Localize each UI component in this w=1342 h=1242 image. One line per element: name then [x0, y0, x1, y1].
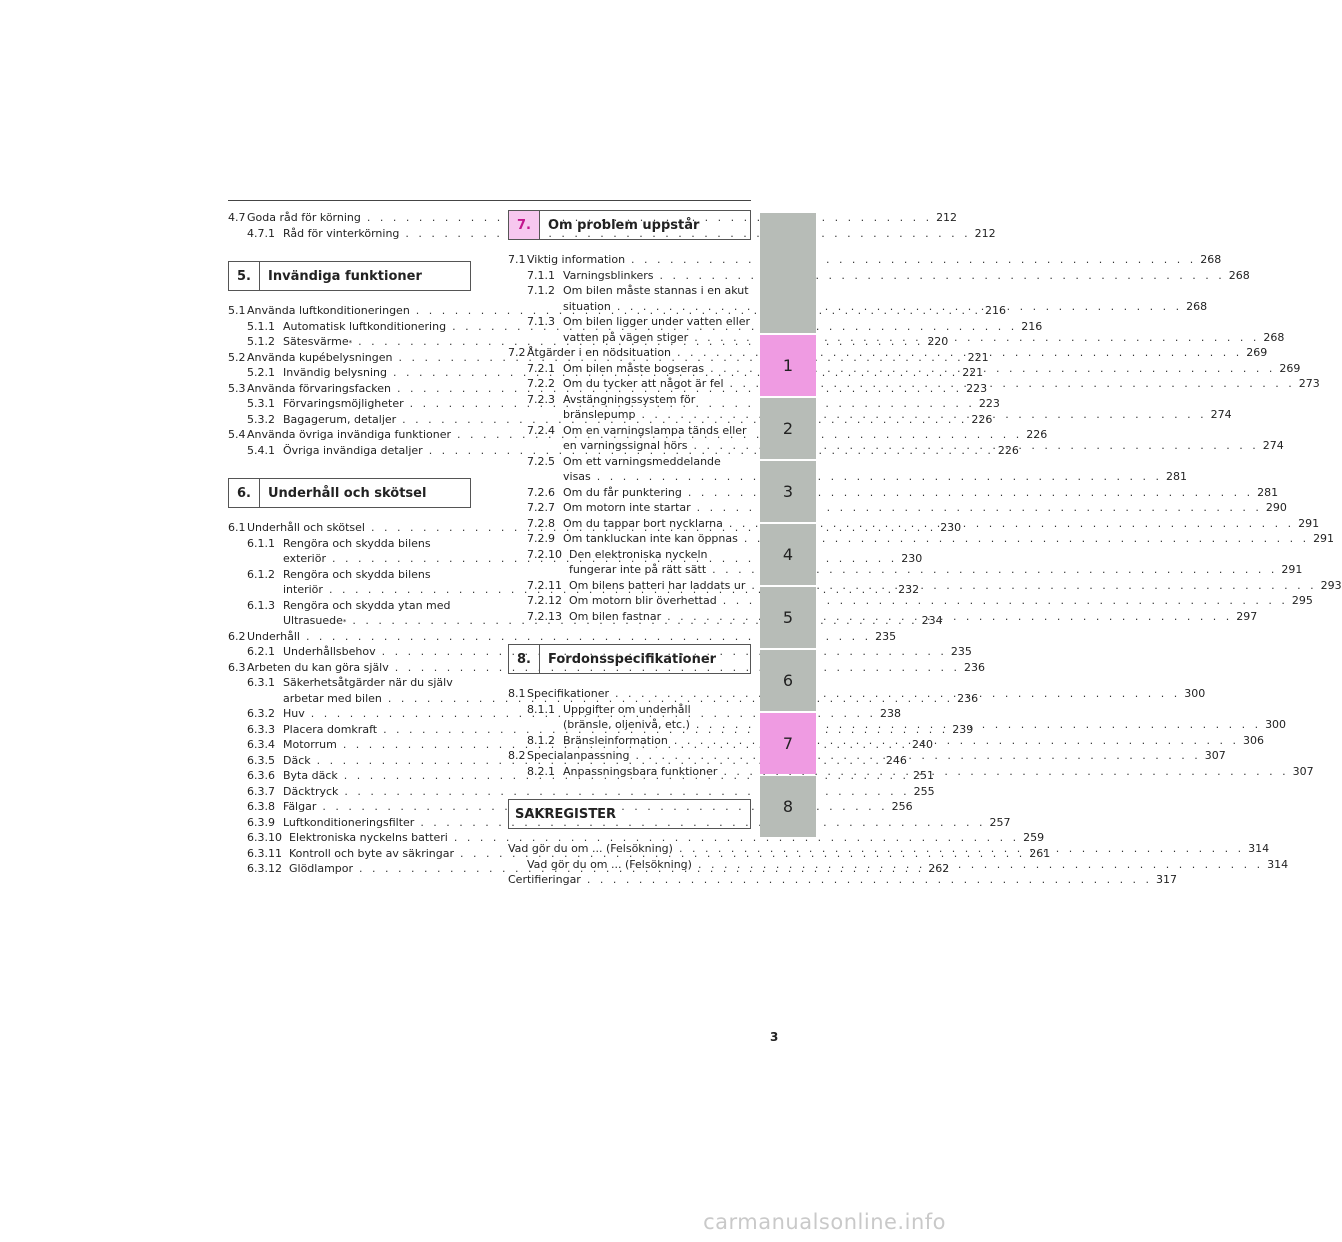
dot-leader: [625, 252, 1196, 268]
toc-entry-number: 7.1.2: [527, 284, 555, 297]
toc-entry-page: 240: [912, 738, 934, 751]
toc-entry[interactable]: [508, 531, 1335, 547]
toc-entry-number: 7.2.12: [527, 594, 562, 607]
dot-leader: [661, 609, 1232, 625]
toc-entry-number: 6.3: [228, 660, 246, 674]
toc-entry-number: 5.1: [228, 304, 246, 317]
toc-entry-text: Specifikationer: [527, 687, 610, 700]
toc-entry-text: Den elektroniska nyckeln: [569, 547, 708, 561]
toc-entry-number: 5.2: [228, 350, 246, 364]
toc-entry[interactable]: 5.1.2 Sätesvärme * . . . 220: [228, 334, 471, 350]
toc-entry-text: Huv: [283, 707, 305, 720]
chapter-tab[interactable]: 4: [760, 524, 816, 585]
toc-entry-page: 236: [963, 660, 985, 674]
toc-entry-page: 317: [1156, 873, 1178, 886]
toc-entry-page: 291: [1313, 532, 1335, 545]
toc-entry-number: 8.1: [508, 687, 526, 700]
toc-entry-text: Däck: [283, 753, 311, 767]
toc-entry-number: 6.3.9: [247, 815, 275, 829]
toc-entry-page: 221: [967, 350, 989, 364]
watermark: carmanualsonline.info: [703, 1210, 946, 1234]
section-header: [228, 261, 471, 291]
toc-entry-page: 314: [1248, 842, 1270, 855]
toc-entry-text: Använda förvaringsfacken: [247, 381, 391, 395]
toc-entry-page: 216: [1021, 319, 1043, 333]
toc-entry-number: 6.3.6: [247, 769, 275, 782]
toc-entry-page: 246: [885, 753, 907, 767]
toc-entry-text: vatten på vägen stiger: [563, 330, 689, 344]
toc-entry-page: 293: [1320, 578, 1342, 592]
toc-entry-number: 8.1.2: [527, 733, 555, 747]
toc-entry-number: 6.1.1: [247, 536, 275, 550]
toc-entry-text: Luftkonditioneringsfilter: [283, 815, 415, 829]
toc-entry-text: Ultrasuede: [283, 614, 343, 627]
toc-entry[interactable]: [228, 815, 1011, 831]
toc-entry-page: 235: [875, 629, 897, 643]
toc-entry-text: Förvaringsmöjligheter: [283, 397, 404, 410]
section-header: [228, 478, 471, 508]
toc-entry[interactable]: [508, 268, 1250, 284]
toc-entry-text: exteriör: [283, 552, 326, 565]
toc-entry-text: situation: [563, 299, 611, 313]
toc-entry-text: Åtgärder i en nödsituation: [527, 346, 672, 359]
toc-entry-page: 235: [950, 645, 972, 658]
toc-entry-page: 273: [1298, 377, 1320, 390]
toc-entry-number: 6.3.4: [247, 738, 275, 751]
toc-entry-text: Om en varningslampa tänds eller: [563, 423, 747, 437]
toc-entry-page: 300: [1265, 718, 1287, 731]
toc-entry-page: 274: [1210, 408, 1232, 421]
dot-leader: [692, 857, 1263, 873]
chapter-tab[interactable]: 1: [760, 335, 816, 396]
toc-entry[interactable]: [508, 454, 1187, 485]
toc-entry-number: 6.3.5: [247, 753, 275, 767]
section-number: 8.: [509, 645, 540, 673]
toc-entry-page: 236: [957, 691, 979, 705]
toc-entry-number: 6.3.3: [247, 722, 275, 736]
toc-entry-text: (bränsle, oljenivå, etc.): [563, 718, 690, 731]
toc-entry-text: Goda råd för körning: [247, 211, 361, 224]
toc-entry-page: 281: [1165, 470, 1187, 483]
toc-entry-number: 8.2: [508, 749, 526, 762]
toc-entry-page: 251: [912, 769, 934, 782]
toc-entry-text: Placera domkraft: [283, 722, 378, 736]
toc-entry-text: Byta däck: [283, 769, 338, 782]
toc-entry-text: Om du tappar bort nycklarna: [563, 516, 723, 530]
toc-entry-number: 5.1.1: [247, 319, 275, 333]
toc-entry-text: Rengöra och skydda ytan med: [283, 598, 451, 612]
toc-entry-number: 6.2: [228, 629, 246, 643]
chapter-tab[interactable]: 3: [760, 461, 816, 522]
page-number: 3: [770, 1030, 779, 1044]
toc-entry-page: 307: [1204, 749, 1226, 762]
toc-entry-page: 274: [1262, 439, 1284, 452]
toc-entry[interactable]: [508, 252, 1222, 268]
toc-entry-number: 8.2.1: [527, 764, 555, 778]
toc-entry-text: interiör: [283, 583, 323, 596]
toc-entry-page: 232: [898, 583, 920, 596]
toc-entry-page: 259: [1023, 831, 1045, 844]
toc-entry-page: 268: [1263, 330, 1285, 344]
toc-entry-text: Om du får punktering: [563, 485, 682, 499]
toc-entry-text: Använda luftkonditioneringen: [247, 304, 410, 317]
toc-entry-text: Underhåll: [247, 629, 300, 643]
toc-entry-page: 216: [985, 304, 1006, 317]
toc-entry-number: 7.1.1: [527, 268, 555, 282]
toc-entry-number: 7.1.3: [527, 315, 555, 328]
dot-leader: [611, 299, 1182, 315]
section-header: [508, 210, 751, 240]
toc-entry-text: Motorrum: [283, 738, 337, 751]
toc-entry-number: 6.1: [228, 521, 246, 534]
toc-entry-page: 307: [1292, 764, 1314, 778]
toc-entry-number: 6.3.11: [247, 846, 282, 860]
toc-entry-page: 221: [962, 366, 984, 379]
toc-entry-number: 4.7.1: [247, 226, 275, 240]
dot-leader: [609, 686, 1180, 702]
toc-entry-page: 220: [927, 335, 949, 348]
toc-entry-text: Använda kupébelysningen: [247, 350, 393, 364]
toc-entry-page: 291: [1281, 563, 1303, 576]
toc-entry-text: Uppgifter om underhåll: [563, 702, 691, 716]
toc-entry-page: 234: [921, 614, 943, 627]
toc-entry-page: 268: [1186, 299, 1208, 313]
toc-entry-page: 269: [1279, 361, 1301, 375]
toc-entry-page: 281: [1257, 485, 1279, 499]
toc-entry-page: 223: [966, 381, 988, 395]
toc-entry-text: Om tankluckan inte kan öppnas: [563, 532, 738, 545]
toc-entry-number: 6.1.2: [247, 567, 275, 581]
toc-entry-text: Råd för vinterkörning: [283, 226, 400, 240]
toc-entry-text: Om du tycker att något är fel: [563, 377, 724, 390]
dot-leader: [671, 345, 1242, 361]
toc-entry-number: 7.1: [508, 253, 526, 266]
dot-leader: [630, 748, 1201, 764]
toc-entry-page: 212: [974, 226, 996, 240]
toc-entry-text: Om bilen fastnar: [569, 609, 662, 623]
toc-entry-number: 6.3.7: [247, 784, 275, 798]
toc-entry-number: 5.3.2: [247, 412, 275, 426]
toc-entry-number: 7.2.6: [527, 485, 555, 499]
toc-entry-number: 6.2.1: [247, 645, 275, 658]
toc-entry[interactable]: [508, 593, 1313, 609]
toc-entry[interactable]: [228, 226, 996, 242]
toc-entry-number: 8.1.1: [527, 702, 555, 716]
section-title: Fordonsspecifikationer: [548, 651, 717, 667]
chapter-tab[interactable]: 7: [760, 713, 816, 774]
chapter-tab[interactable]: 5: [760, 587, 816, 648]
toc-entry-text: Bagagerum, detaljer: [283, 412, 397, 426]
toc-entry-number: 6.3.12: [247, 862, 282, 875]
toc-entry-number: 7.2.4: [527, 423, 555, 437]
toc-entry-text: bränslepump: [563, 408, 636, 421]
toc-entry-number: 7.2.1: [527, 361, 555, 375]
toc-entry-page: 238: [879, 707, 901, 720]
toc-entry[interactable]: [228, 784, 935, 800]
toc-entry-text: en varningssignal hörs: [563, 439, 688, 452]
section-header: [508, 644, 751, 674]
dot-leader: [654, 268, 1225, 284]
toc-entry-number: 7.2.5: [527, 454, 555, 468]
toc-entry-page: 226: [1026, 428, 1048, 441]
toc-entry-page: 256: [891, 800, 913, 813]
toc-entry-number: 5.3: [228, 381, 246, 395]
toc-entry-page: 306: [1243, 733, 1265, 747]
toc-entry-number: 7.2.3: [527, 392, 555, 406]
toc-entry-text: Invändig belysning: [283, 366, 387, 379]
toc-entry-number: 5.4: [228, 428, 246, 441]
toc-entry-text: Vad gör du om ... (Felsökning): [527, 857, 692, 871]
toc-entry[interactable]: 6.1.3 Rengöra och skydda ytan med Ultrasuede * . . . 234: [228, 598, 471, 629]
toc-entry-text: Om bilens batteri har laddats ur: [569, 578, 746, 592]
toc-entry-page: 268: [1200, 253, 1222, 266]
dot-leader: [745, 578, 1316, 594]
toc-entry-number: 7.2.8: [527, 516, 555, 530]
toc-entry-number: 7.2.10: [527, 547, 562, 561]
toc-entry-number: 4.7: [228, 211, 246, 224]
section-title: Underhåll och skötsel: [268, 485, 427, 501]
toc-entry[interactable]: [228, 830, 1045, 846]
toc-entry-text: Om motorn blir överhettad: [569, 594, 717, 607]
toc-entry-text: visas: [563, 470, 591, 483]
toc-entry-page: 257: [989, 815, 1011, 829]
toc-entry-text: Underhåll och skötsel: [247, 521, 365, 534]
toc-entry-page: 230: [901, 552, 923, 565]
toc-entry-number: 5.1.2: [247, 335, 275, 348]
toc-entry-page: 212: [936, 211, 958, 224]
toc-entry-page: 255: [913, 784, 935, 798]
toc-entry-page: 268: [1228, 268, 1250, 282]
section-number: 5.: [229, 262, 260, 290]
chapter-tab[interactable]: [760, 213, 816, 333]
toc-entry-page: 226: [971, 412, 993, 426]
dot-leader: [591, 469, 1162, 485]
dot-leader: [738, 531, 1309, 547]
toc-entry-number: 6.1.3: [247, 598, 275, 612]
toc-entry-text: Om bilen måste stannas i en akut: [563, 284, 749, 297]
toc-entry-text: Sätesvärme: [283, 335, 349, 348]
section-number: 6.: [229, 479, 260, 507]
toc-entry-text: Elektroniska nyckelns batteri: [289, 831, 448, 844]
toc-entry[interactable]: [508, 500, 1287, 516]
toc-entry-number: 6.3.2: [247, 707, 275, 720]
dot-leader: [635, 407, 1206, 423]
chapter-tab[interactable]: 8: [760, 776, 816, 837]
section-title: SAKREGISTER: [515, 806, 617, 822]
toc-entry-text: Avstängningssystem för: [563, 392, 696, 406]
section-title: Invändiga funktioner: [268, 268, 422, 284]
toc-entry-page: 290: [1265, 501, 1287, 514]
toc-entry-text: Kontroll och byte av säkringar: [289, 846, 454, 860]
toc-entry-text: Glödlampor: [289, 862, 354, 875]
toc-entry-text: Rengöra och skydda bilens: [283, 567, 431, 581]
dot-leader: [668, 733, 1239, 749]
section-header: [508, 799, 751, 829]
chapter-tab[interactable]: 2: [760, 398, 816, 459]
dot-leader: [673, 841, 1244, 857]
toc-entry-number: 7.2.7: [527, 501, 555, 514]
toc-entry-text: Anpassningsbara funktioner: [563, 764, 718, 778]
toc-entry-text: Rengöra och skydda bilens: [283, 536, 431, 550]
toc-entry-page: 297: [1236, 609, 1258, 623]
toc-entry-page: 291: [1298, 516, 1320, 530]
toc-entry-number: 6.3.8: [247, 800, 275, 813]
toc-entry-text: Däcktryck: [283, 784, 339, 798]
toc-entry-number: 7.2.9: [527, 532, 555, 545]
toc-entry-page: 269: [1246, 346, 1268, 359]
toc-entry-text: Om bilen måste bogseras: [563, 361, 705, 375]
section-title: Om problem uppstår: [548, 217, 700, 233]
section-number: 7.: [509, 211, 540, 239]
toc-entry-page: 239: [952, 722, 974, 736]
toc-entry-text: Arbeten du kan göra själv: [247, 660, 389, 674]
toc-entry-text: Bränsleinformation: [563, 733, 668, 747]
toc-entry[interactable]: [228, 629, 897, 645]
toc-entry-page: 262: [928, 862, 950, 875]
toc-entry[interactable]: [228, 660, 985, 676]
toc-entry-number: 5.2.1: [247, 366, 275, 379]
toc-entry-number: 7.2.2: [527, 377, 555, 390]
toc-entry-page: 295: [1291, 594, 1313, 607]
toc-entry-text: Viktig information: [527, 253, 626, 266]
toc-entry-page: 300: [1184, 687, 1206, 700]
toc-entry-text: Varningsblinkers: [563, 268, 654, 282]
toc-entry-number: 5.4.1: [247, 443, 275, 457]
toc-entry-text: Om ett varningsmeddelande: [563, 454, 721, 468]
toc-entry-page: 223: [978, 397, 1000, 410]
toc-entry-page: 230: [940, 521, 962, 534]
toc-entry-text: Fälgar: [283, 800, 317, 813]
toc-entry-text: Specialanpassning: [527, 749, 630, 762]
toc-entry-text: Underhållsbehov: [283, 645, 376, 658]
toc-entry-page: 261: [1029, 846, 1051, 860]
toc-entry-page: 314: [1267, 857, 1289, 871]
toc-entry[interactable]: [508, 872, 1178, 888]
toc-entry[interactable]: [508, 485, 1279, 501]
toc-entry-text: Automatisk luftkonditionering: [283, 319, 447, 333]
toc-entry-text: fungerar inte på rätt sätt: [569, 563, 707, 576]
toc-entry-number: 7.2: [508, 346, 526, 359]
toc-entry-page: 226: [997, 443, 1019, 457]
toc-entry-text: Säkerhetsåtgärder när du själv: [283, 676, 453, 689]
toc-entry-number: 6.3.1: [247, 676, 275, 689]
toc-entry-number: 6.3.10: [247, 831, 282, 844]
top-rule: [228, 200, 751, 201]
toc-entry-text: Om bilen ligger under vatten eller: [563, 315, 751, 328]
toc-entry-text: Certifieringar: [508, 873, 581, 886]
toc-entry-number: 5.3.1: [247, 397, 275, 410]
toc-entry-number: 7.2.13: [527, 609, 562, 623]
toc-entry-text: Övriga invändiga detaljer: [283, 443, 423, 457]
toc-entry-text: Vad gör du om ... (Felsökning): [508, 842, 673, 855]
chapter-tab[interactable]: 6: [760, 650, 816, 711]
dot-leader: [581, 872, 1152, 888]
toc-entry-text: arbetar med bilen: [283, 691, 382, 705]
toc-entry-text: Använda övriga invändiga funktioner: [247, 428, 452, 441]
toc-entry-text: Om motorn inte startar: [563, 501, 691, 514]
toc-entry-number: 7.2.11: [527, 578, 562, 592]
chapter-tabs: [760, 213, 816, 839]
